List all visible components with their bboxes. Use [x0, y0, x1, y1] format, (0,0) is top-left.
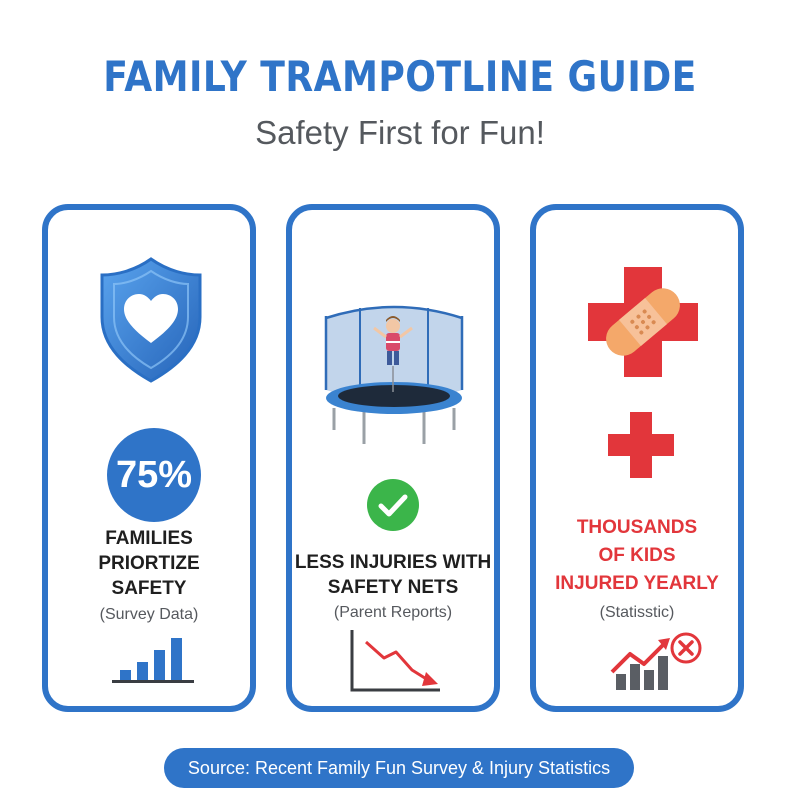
card-source-note: (Statisstic) — [599, 604, 675, 621]
card-label-line: LESS INJURIES WITH — [294, 552, 492, 573]
stat-percentage-badge: 75% — [107, 428, 201, 522]
card-label-line: SAFETY NETS — [327, 577, 459, 598]
card-families-safety — [42, 204, 256, 712]
bar-chart-up-icon — [112, 634, 198, 686]
page-subtitle: Safety First for Fun! — [255, 114, 545, 151]
card-source-note: (Survey Data) — [99, 606, 199, 623]
card-label-line: FAMILIES — [105, 528, 193, 549]
card-label-line: THOUSANDS — [576, 517, 698, 538]
chart-up-x-icon — [608, 630, 706, 694]
bandage-cross-icon — [586, 265, 700, 379]
card-label-line: INJURED YEARLY — [555, 573, 719, 594]
line-chart-down-icon — [348, 628, 442, 694]
card-label-line: OF KIDS — [598, 545, 676, 566]
trampoline-child-icon — [320, 300, 468, 448]
card-source-note: (Parent Reports) — [333, 604, 453, 621]
card-safety-nets — [286, 204, 500, 712]
card-label-line: PRIORTIZE — [98, 553, 200, 574]
card-label-line: SAFETY — [111, 578, 187, 599]
medical-cross-icon — [608, 412, 674, 478]
source-footer: Source: Recent Family Fun Survey & Injury Statistics — [164, 748, 634, 788]
check-circle-icon — [366, 478, 420, 532]
shield-heart-icon — [96, 255, 206, 385]
page-title: FAMILY TRAMPOTLINE GUIDE — [103, 52, 697, 101]
card-injuries — [530, 204, 744, 712]
